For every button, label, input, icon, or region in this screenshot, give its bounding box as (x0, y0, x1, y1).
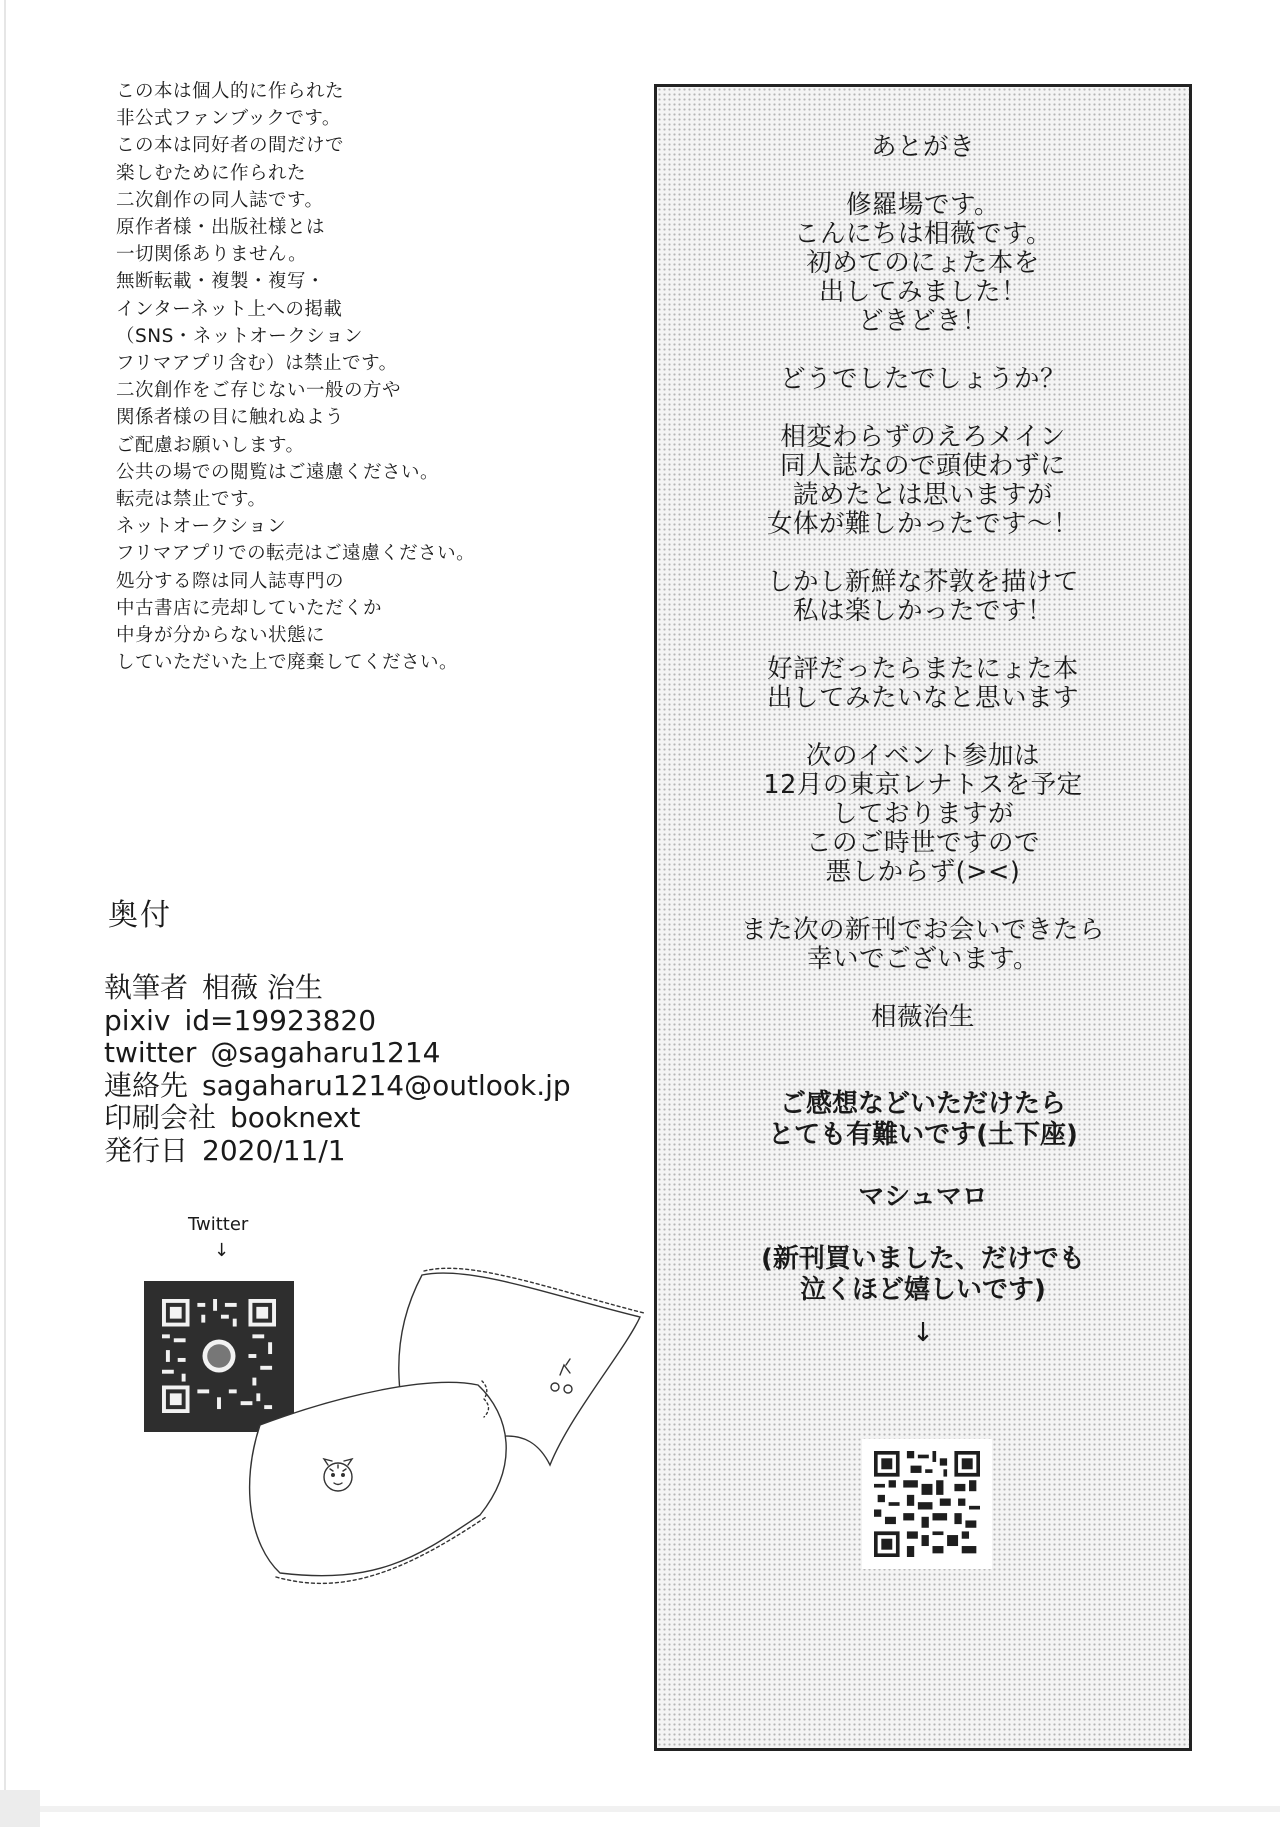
afterword-line: 同人誌なので頭使わずに (779, 451, 1066, 481)
garment-illustration (220, 1255, 650, 1605)
colophon-title: 奥付 (108, 898, 172, 933)
disclaimer-line: （SNS・ネットオークション (116, 325, 363, 347)
colophon-value: @sagaharu1214 (210, 1036, 441, 1069)
disclaimer-line: 転売は禁止です。 (116, 489, 267, 511)
colophon-author (104, 972, 571, 1005)
afterword-line (657, 336, 1189, 365)
afterword-signature: 相薇治生 (870, 1002, 975, 1032)
afterword-line: 12月の東京レナトスを予定 (763, 770, 1083, 800)
feedback-line (657, 1306, 1189, 1318)
afterword-line: どうでしたでしょうか？ (779, 364, 1066, 394)
colophon-value: 相薇 治生 (202, 971, 323, 1004)
afterword-line: 読めたとは思いますが (792, 480, 1053, 510)
colophon-label: twitter (104, 1036, 197, 1069)
disclaimer-line: 一切関係ありません。 (116, 244, 308, 266)
feedback-request (657, 1089, 1189, 1349)
afterword-line (657, 887, 1189, 916)
feedback-line: ご感想などいただけたら (779, 1089, 1066, 1119)
colophon-value: id=19923820 (184, 1003, 377, 1037)
qr-code-icon (874, 1451, 980, 1557)
disclaimer-line: フリマアプリ含む）は禁止です。 (116, 353, 398, 375)
afterword-line: 次のイベント参加は (805, 741, 1040, 771)
afterword-line (657, 162, 1189, 191)
afterword-text (657, 133, 1189, 1032)
down-arrow-icon: ↓ (912, 1318, 934, 1348)
afterword-line: しかし新鮮な芥敦を描けて (766, 567, 1079, 597)
colophon-value: booknext (230, 1101, 361, 1134)
afterword-line: こんにちは相薇です。 (794, 219, 1052, 249)
afterword-line (657, 394, 1189, 423)
marshmallow-qr-code[interactable] (862, 1439, 992, 1569)
disclaimer-line: 中古書店に売却していただくか (116, 597, 383, 619)
afterword-line: どきどき！ (857, 306, 988, 336)
afterword-line: 相変わらずのえろメイン (780, 422, 1066, 452)
afterword-line: 好評だったらまたにょた本 (767, 654, 1079, 684)
colophon-printer (104, 1102, 571, 1135)
colophon (104, 972, 571, 1167)
disclaimer-line: 原作者様・出版社様とは (116, 217, 326, 239)
afterword-title: あとがき (870, 132, 975, 162)
feedback-line: とても有難いです(土下座) (768, 1120, 1078, 1150)
afterword-line: このご時世ですので (805, 828, 1040, 858)
colophon-value: sagaharu1214@outlook.jp (202, 1068, 571, 1102)
marshmallow-label: マシュマロ (858, 1182, 988, 1212)
colophon-contact (104, 1070, 571, 1103)
afterword-line: 出してみたいなと思います (766, 683, 1079, 713)
afterword-line (657, 626, 1189, 655)
disclaimer-line: 非公式ファンブックです。 (116, 108, 341, 130)
colophon-date (104, 1135, 571, 1168)
afterword-line: 女体が難しかったです～！ (766, 509, 1079, 539)
afterword-line: 私は楽しかったです！ (792, 596, 1053, 626)
disclaimer-line: 無断転載・複製・複写・ (116, 271, 326, 293)
disclaimer-line: 関係者様の目に触れぬよう (116, 407, 345, 429)
disclaimer-line: ネットオークション (116, 516, 287, 538)
feedback-line (657, 1151, 1189, 1182)
feedback-line (657, 1213, 1189, 1244)
feedback-line: 泣くほど嬉しいです) (800, 1275, 1046, 1305)
disclaimer-line: 中身が分からない状態に (116, 625, 326, 647)
disclaimer-line: 処分する際は同人誌専門の (116, 570, 345, 592)
colophon-pixiv (104, 1005, 571, 1038)
afterword-line: 出してみました！ (818, 277, 1027, 307)
disclaimer-line: ご配慮お願いします。 (116, 434, 305, 456)
twitter-qr-label: Twitter (188, 1214, 249, 1235)
colophon-label: 連絡先 (104, 1068, 189, 1102)
afterword-line (657, 713, 1189, 742)
afterword-line: 修羅場です。 (846, 190, 1000, 220)
disclaimer-line: 楽しむために作られた (116, 162, 307, 184)
afterword-line: 初めてのにょた本を (806, 248, 1040, 278)
colophon-value: 2020/11/1 (202, 1133, 346, 1167)
disclaimer-line: 二次創作の同人誌です。 (116, 189, 324, 211)
afterword-line: また次の新刊でお会いできたら (740, 915, 1105, 945)
down-arrow-icon: ↓ (214, 1240, 230, 1261)
afterword-line: しておりますが (831, 799, 1014, 829)
disclaimer-line: 二次創作をご存じない一般の方や (116, 380, 402, 402)
afterword-line (657, 974, 1189, 1003)
afterword-line (657, 539, 1189, 568)
colophon-label: 印刷会社 (104, 1101, 217, 1134)
colophon-label: 執筆者 (104, 971, 189, 1004)
disclaimer-line: インターネット上への掲載 (116, 298, 343, 320)
disclaimer-line: 公共の場での閲覧はご遠慮ください。 (116, 461, 440, 483)
afterword-line: 幸いでございます。 (807, 944, 1039, 974)
disclaimer-text (116, 78, 536, 676)
disclaimer-line: この本は個人的に作られた (116, 81, 345, 102)
disclaimer-line: この本は同好者の間だけで (116, 135, 345, 157)
colophon-twitter (104, 1037, 571, 1070)
disclaimer-line: していただいた上で廃棄してください。 (116, 652, 459, 674)
feedback-line: (新刊買いました、だけでも (761, 1244, 1085, 1274)
colophon-label: pixiv (104, 1003, 171, 1037)
afterword-line: 悪しからず(><) (825, 857, 1021, 887)
colophon-label: 発行日 (104, 1133, 189, 1167)
disclaimer-line: フリマアプリでの転売はご遠慮ください。 (116, 543, 476, 565)
